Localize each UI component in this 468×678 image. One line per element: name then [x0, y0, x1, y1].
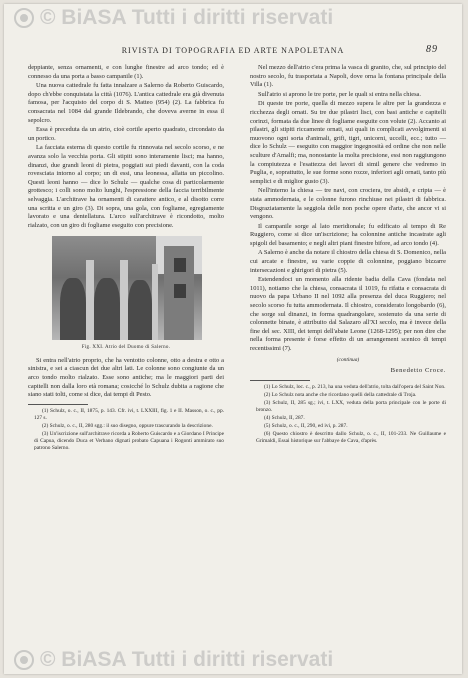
photo-atrium-salerno	[52, 236, 202, 340]
continua-note: (continua)	[336, 356, 360, 363]
author-signature: Benedetto Croce.	[390, 367, 446, 375]
footnote-divider	[250, 380, 310, 381]
paragraph: Sull'atrio si aprono le tre porte, per le quali si entra nella chiesa.	[258, 90, 421, 98]
paragraph: Nell'interno la chiesa — tre navi, con crociera, tre absidi, e cripta — è stata ammodernata, e le colonne furono rinchiuse nei pilastri di fabbrica. Disgraziatamente la seggiola delle non poche opere d'arte, che ancor vi si vengono.	[250, 187, 446, 221]
footnote: (2) Schulz, o. c., II, 280 sgg.: il suo disegno, oppure trascurando la descrizione.	[42, 422, 213, 429]
footnote: (1) Lo Schulz, loc. c., p. 213, ha una veduta dell'atrio, tolta dall'opera del Saint Non.	[264, 383, 446, 390]
page-number: 89	[426, 44, 438, 55]
footnote: (2) Lo Schulz nota anche che ricordano quelli della cattedrale di Troja.	[264, 391, 417, 398]
footnote-divider	[28, 404, 88, 405]
paragraph: Si entra nell'atrio proprio, che ha ventotto colonne, otto a destra e otto a sinistra, e sei a ciascun dei due altri lati. Le colonne sono congiunte da un arco tondo molto rialzato. Esse sono antiche; ma le maggiori parti dei capitelli non dalla loro età romana; cosicché lo Schulz dubita a ragione che siano stati tolti, come si dice, dai tempi di Pesto.	[28, 356, 224, 399]
footnote: (4) Schulz, II, 287.	[264, 414, 305, 421]
paragraph: Il campanile sorge al lato meridionale; fu edificato al tempo di Re Ruggiero, come si dice un'iscrizione; ha colonnine antiche incastrate agli spigoli del basamento; e negli altri piani finestre bifore, ad arco tondo (4).	[250, 222, 446, 247]
footnote: (3) Schulz, II, 285 sg.; ivi, t. LXX, veduta della porta principale con le porte di bronzo.	[256, 399, 446, 413]
running-header	[28, 46, 438, 60]
watermark-top	[14, 6, 454, 30]
biasa-logo-icon	[14, 8, 34, 28]
paragraph: deppiante, senza ornamenti, e con lunghe finestre ad arco tondo; ed è connesso da una porta a basso campanile (1).	[28, 64, 224, 80]
paragraph: La facciata esterna di questo cortile fu rinnovata nel secolo scorso, e ne avanza solo la vecchia porta. Gli stipiti sono interamente lisci; ma hanno, dinanzi, due grandi leoni di pietra, poggiati sui piedi davanti, con la coda rovesciata intorno al corpo; un di essi, una leonessa, allatta un piccolino. Questi leoni hanno — dice lo Schulz — qualche cosa di particolarmente grottesco; i colli sono molto lunghi, l'espressione della faccia terribilmente selvaggia. L'architrave ha ornamenti di carattere antico, e al disotto corre una scritta e un giro (3). Di sopra, una gola, con fogliame, egregiamente lavorato e una dentellatura. L'arco sull'architrave è ricondotto, molto rialzato, con un giro di fogliame eseguito con precisione.	[28, 144, 224, 229]
paragraph: Essa è preceduta da un atrio, cioè cortile aperto quadrato, circondato da un portico.	[28, 126, 224, 142]
footnote: (6) Questo chiostro è descritto dallo Schulz, o. c., II, 101-233. Ne Guillaume e Grimaldi, Essai historique sur l'abbaye de Cava, d'après.	[256, 430, 446, 444]
paragraph: Estendendoci un momento alla ridente badia della Cava (fondata nel 1011), notiamo che la chiesa, consacrata il 1019, fu rifatta e consacrata di nuovo da papa Urbano II nel 1092 alla presenza del duca Ruggiero; nel secolo scorso fu tutta ammodernata. Il chiostro, considerato longobardo (6), che sorge sul dinanzi, in forma quadrangolare, sostenuto da una serie di colonnette binate, è attribuito dal Salazaro all'XI secolo, ma è invece della fine del sec. XIII, dei tempi dell'abate Leone (1268-1295); per non dire che nella forma presente è forse effetto di un arrangement scenico di tempi recentissimi (7).	[250, 276, 446, 352]
biasa-logo-icon	[14, 650, 34, 670]
right-column	[250, 64, 446, 446]
watermark-text: © BiASA Tutti i diritti riservati	[40, 6, 334, 29]
journal-title: RIVISTA DI TOPOGRAFIA ED ARTE NAPOLETANA	[121, 46, 345, 55]
paragraph: Di queste tre porte, quella di mezzo supera le altre per la grandezza e ricchezza degli ornati. Su tre due pilastri lisci, con basi antiche e capitelli corinzi, formata da due linee di fogliame eseguite con volute (2). Accanto ai pilastri, gli stipiti riccamente ornati, sui quali in complicati avvolgimenti si muovono ogni sorta d'animali, grifi, tigri, unicorni, uccelli, ecc.; tutto — dice lo Schulz — eseguito con maggior ingegnosità ed ordine che non nelle sculture d'Amalfi; ma, nonostante la molta precisione, essi non raggiungono la compiutezza e l'esattezza dei lavori di simil genere che vedremo in Puglia, e, soprattutto, le sue forme sono rozze, inferiori agli ornati, tanto più semplici e di miglior gusto (3).	[250, 100, 446, 185]
footnote: (1) Schulz, o. c., II, 1875, p. 143. Cfr. ivi, t. LXXIII, fig. 1 e II. Masson, o. c., pp. 127 s.	[34, 407, 224, 421]
watermark-bottom	[14, 648, 454, 672]
scanned-page	[4, 4, 462, 674]
footnote: (5) Schulz, o. c., II, 290, ed ivi, p. 287.	[264, 422, 348, 429]
paragraph: Una nuova cattedrale fu fatta innalzare a Salerno da Roberto Guiscardo, dopo ch'ebbe conquistata la città (1076). L'antica cattedrale era già divenuta famosa, per l'acquisto del corpo di S. Matteo (954) (2). La fabbrica fu consacrata nel 1084 dal grande Ildebrando, che doveva averne in essa il sepolcro.	[28, 82, 224, 124]
watermark-text: © BiASA Tutti i diritti riservati	[40, 648, 334, 671]
paragraph: Nel mezzo dell'atrio c'era prima la vasca di granito, che, sul principio del nostro secolo, fu trasportata a Napoli, dove orna la fontana principale della Villa (1).	[250, 64, 446, 89]
figure-caption: Fig. XXI. Atrio del Duomo di Salerno.	[81, 345, 171, 351]
footnote: (3) Un'iscrizione sull'architrave ricorda a Roberto Guiscardo e a Giordano I Principe di Capua, dicendo Duca et Verbano dignati probato Capuana i Rogonti ammirato suo patrono Salerno.	[34, 430, 225, 451]
left-column	[28, 64, 224, 453]
paragraph: A Salerno è anche da notare il chiostro della chiesa di S. Domenico, nella cui arcate e finestre, su varie coppie di colonnine, poggiano bizzarre intersecazioni e ghirigori di pietra (5).	[250, 249, 446, 274]
